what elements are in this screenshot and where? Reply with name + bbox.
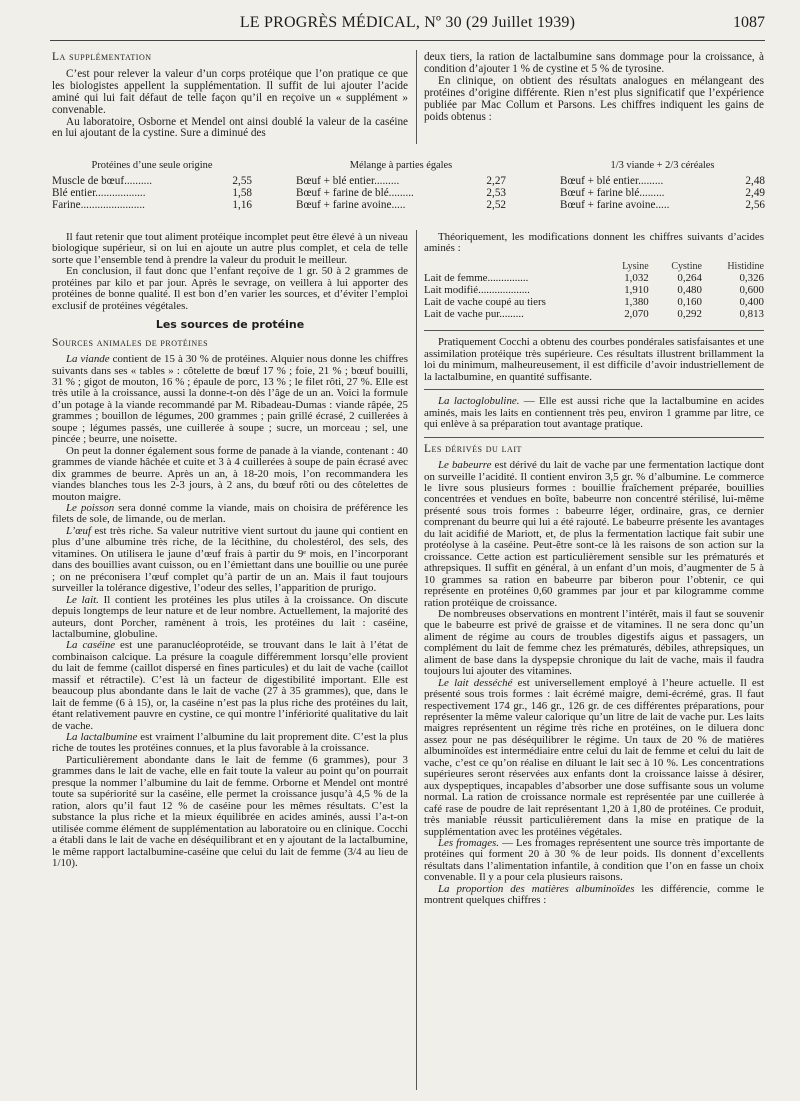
paragraph: C’est pour relever la valeur d’un corps protéique que l’on pratique ce que les biologistes appellent la supplémentation. Il suffit de lui ajouter l’acide aminé qui lui fait défaut de telle façon qu’il en reçoive un « supplément » convenable.	[52, 67, 408, 116]
italic-term: Les fromages.	[438, 837, 500, 850]
italic-term: La lactoglobuline.	[438, 395, 520, 408]
row-label: Farine.......................	[52, 198, 145, 211]
paragraph: En clinique, on obtient des résultats analogues en mélangeant des protéines d’origine différente. Rien n’est plus significatif que l’expérience publiée par Mac Collum et Parsons. Les chiffres indiquent les gains de poids obtenus :	[424, 74, 764, 123]
paragraph: On peut la donner également sous forme de panade à la viande, contenant : 40 grammes de viande hâchée et cuite et 3 à 4 cuillerées à soupe de pain écrasé avec dix grammes de beurre. Après un an, à 18-20 mois, l’on recommandera les viandes blanches tous les 2-3 jours, à 2 ans, du bœuf rôti ou des côtelettes de mouton maigre.	[52, 444, 408, 503]
column-separator	[416, 230, 417, 1090]
table-heading: Mélange à parties égales	[349, 160, 453, 171]
gains-table-equal-mix	[296, 160, 506, 212]
table-row	[52, 200, 252, 212]
row-value: 2,55	[232, 175, 252, 187]
row-value: 2,53	[486, 186, 506, 199]
italic-term: Le lait desséché	[438, 676, 513, 689]
paragraph: La caséine est une paranucléoprotéide, se trouvant dans le lait à l’état de combinaison calcique. La présure la coagule différemment lorsqu’elle provient du lait de femme (caillot dispersé en fines particules) et du lait de vache (caillot massif et rétractile). C’est là un facteur de digestibilité important. Elle est beaucoup plus abondante dans le lait de vache (27 à 35 grammes), que, dans le lait de femme (6 à 15), or, la caséine n’est pas la plus riche des protéines du lait, étant relativement pauvre en cystine, ce qui montre l’infériorité qualitative du lait de vache.	[52, 639, 409, 732]
page-number: 1087	[733, 14, 765, 31]
row-label: Bœuf + farine blé.........	[560, 186, 665, 199]
section-heading-sources: Les sources de protéine	[155, 318, 305, 332]
table-heading: Protéines d’une seule origine	[91, 160, 213, 171]
paragraph: Au laboratoire, Osborne et Mendel ont ainsi doublé la valeur de la caséine en lui ajoutant de la cystine. Sure a diminué des	[52, 115, 408, 140]
row-value: 2,27	[486, 175, 506, 187]
paragraph: Le poisson sera donné comme la viande, mais on choisira de préférence les filets de sole, de limande, ou de merlan.	[52, 501, 408, 526]
row-value: 1,16	[232, 198, 252, 211]
gains-table-third-meat	[560, 160, 765, 212]
paragraph: Pratiquement Cocchi a obtenu des courbes pondérales satisfaisantes et une assimilation protéique très supérieure. Ces résultats illustrent brillamment la loi du minimum, malheureusement, il est difficile d’avoir industriellement de la lactalbumine, en quantité suffisante.	[424, 336, 764, 383]
paragraph: De nombreuses observations en montrent l’intérêt, mais il faut se souvenir que le babeurre est privé de graisse et de vitamines. Il ne sera donc qu’un aliment de régime au cours de troubles digestifs aigus et passagers, un complément du lait de femme chez les prématurés, débiles, athrepsiques, un aliment de base dans la dyspepsie chronique du lait de vache, mais il faudra toujours lui ajouter des vitamines.	[424, 607, 764, 678]
row-value: 2,52	[486, 198, 506, 211]
cell: 0,292	[677, 307, 702, 320]
cell: 1,380	[624, 295, 649, 308]
top-left-column	[52, 52, 408, 140]
section-rule	[424, 437, 764, 438]
header-rule	[50, 40, 765, 41]
page-header	[50, 14, 765, 38]
row-value: 2,56	[745, 198, 765, 211]
paragraph: En conclusion, il faut donc que l’enfant reçoive de 1 gr. 50 à 2 grammes de protéines par kilo et par jour. Après le sevrage, on veillera à lui apporter des protéines de bonne qualité. Il est bon d’en varier les sources, et d’éviter l’emploi exclusif de protéines végétales.	[52, 265, 408, 312]
subsection-heading-milk-derivatives: Les dérivés du lait	[424, 442, 522, 455]
italic-term: L’œuf	[66, 524, 92, 537]
column-header-histidine: Histidine	[727, 260, 764, 272]
paragraph: La lactoglobuline. — Elle est aussi riche que la lactalbumine en acides aminés, mais les laits en contiennent très peu, environ 1 gramme par litre, ce qui enlève à sa préparation tout avantage pratique.	[424, 395, 764, 431]
table-row	[560, 200, 765, 212]
table-row	[296, 200, 506, 212]
table-row	[424, 273, 764, 285]
amino-acid-table	[424, 261, 764, 321]
subsection-heading-animal-sources: Sources animales de protéines	[52, 336, 209, 349]
row-label: Bœuf + blé entier.........	[560, 175, 664, 187]
paragraph: Le babeurre est dérivé du lait de vache par une fermentation lactique dont on surveille l’acidité. Il contient environ 3,5 gr. % d’albumine. Le commerce le livre sous plusieurs formes : bouillie fraîchement préparée, bouillies concentrées et vendues en boîte, babeurre non concentré stérilisé, lui-même présenté sous trois formes : babeurre léger, ordinaire, gras, ce dernier comprenant du beurre qui lui a été rajouté. Le babeurre présente les avantages du lait acidifié de Mariott, et, de plus la fermentation lactique fait subir une protéolyse à la caséine. Peut-être sont-ce là les raisons de son action sur la croissance. Cette action est particulièrement sensible sur les prématurés et athrepsiques. Il suffit en général, à un enfant d’un mois, d’augmenter de 5 à 10 grammes sa ration en babeurre par biberon pour l’obtenir, ce qui représente en protéines 0,60 grammes par jour et par kilogramme comme ration protéique de croissance.	[424, 459, 764, 609]
row-label: Bœuf + farine de blé.........	[296, 186, 414, 199]
italic-term: Le babeurre	[438, 459, 492, 472]
table-row	[424, 285, 764, 297]
main-right-column	[424, 232, 764, 907]
cell: 0,480	[677, 283, 702, 296]
italic-term: La viande	[66, 353, 110, 366]
table-row	[424, 309, 764, 321]
paragraph: L’œuf est très riche. Sa valeur nutritive vient surtout du jaune qui contient en plus d’une albumine très riche, de la lécithine, du cholestérol, des sels, des vitamines. On utilisera le jaune d’œuf frais à partir du 9ᵉ mois, en l’incorporant dans des bouillies avant cuisson, ou en l’émiettant dans une bouillie ou une purée ; on ne préconisera l’œuf complet qu’à partir de un an. Mais il faut toujours surveiller la tolérance digestive, l’odeur des selles, l’apparition de prurigo.	[52, 524, 408, 595]
cell: 0,326	[739, 271, 764, 284]
row-label: Blé entier..................	[52, 186, 146, 199]
cell: 2,070	[624, 307, 649, 320]
row-label: Lait de vache pur.........	[424, 307, 524, 320]
column-header-lysine: Lysine	[622, 260, 649, 272]
italic-term: La caséine	[66, 639, 116, 652]
row-value: 2,48	[745, 175, 765, 187]
paragraph: Les fromages. — Les fromages représentent une source très importante de protéines qui forment 20 à 30 % de leur poids. Ils donnent d’excellents résultats dans l’alimentation infantile, à condition que l’on en fasse un choix convenable. Il y a pour cela plusieurs raisons.	[424, 837, 764, 884]
paragraph: Le lait desséché est universellement employé à l’heure actuelle. Il est présenté sous trois formes : lait écrémé maigre, demi-écrémé, gras. Il faut respectivement 174 gr., 146 gr., 126 gr. de ces différentes préparations, pour représenter la même valeur calorique qu’un litre de lait de vache pur. Les laits maigres représentent un régime très riche en protéines, on le diluera donc assez pour ne pas déséquilibrer le régime. Un taux de 20 % de matières albuminoïdes est intermédiaire entre celui du lait de femme et celui du lait de vache, c’est ce qu’on réalise en diluant le lait sec à 10 %. Les concentrations supérieures seront réservées aux enfants dont la croissance laisse à désirer, aux dyspeptiques, incapables d’absorber une dose suffisante sous un volume normal. La ration de croissance normale est représentée par une cuillerée à café rase de poudre de lait représentant 1,20 à 1,80 de protéines. Ce produit, très maniable réussit particulièrement dans la mise en pratique de la supplémentation avec les protéines végétales.	[424, 676, 765, 838]
paragraph: La lactalbumine est vraiment l’albumine du lait proprement dite. C’est la plus riche de toutes les protéines connues, et la plus favorable à la croissance.	[52, 731, 408, 755]
column-separator	[416, 50, 417, 144]
row-value: 1,58	[232, 186, 252, 199]
gains-table-single-origin	[52, 160, 252, 212]
paragraph: Particulièrement abondante dans le lait de femme (6 grammes), pour 3 grammes dans le lait de vache, elle en fait toute la valeur au point qu’on pourrait presque la nommer l’albumine du lait de femme. Orborne et Mendel ont montré toute sa supériorité sur la caséine, elle permet la croissance jusqu’à 4,5 % de la ration, alors qu’il faut 12 % de caséine pour les mêmes résultats. C’est la substance la plus riche et la mieux équilibrée en acides aminés, aussi l’a-t-on utilisée comme élément de supplémentation au laboratoire ou en clinique. Cocchi a établi dans le lait de vache en déséquilibrant et en y ajoutant de la lactalbumine, le même rapport lactalbumine-caséine que celui du lait de femme (3/4 au lieu de 1/10).	[52, 753, 408, 870]
row-value: 2,49	[745, 186, 765, 199]
section-rule	[424, 330, 764, 331]
row-label: Muscle de bœuf..........	[52, 175, 153, 187]
top-right-column	[424, 52, 764, 123]
row-label: Lait modifié...................	[424, 283, 530, 296]
row-label: Bœuf + farine avoine.....	[296, 198, 406, 211]
italic-term: La lactalbumine	[66, 731, 138, 744]
row-label: Lait de vache coupé au tiers	[424, 295, 546, 308]
section-rule	[424, 389, 764, 390]
section-heading-supplementation: La supplémentation	[52, 51, 152, 63]
paragraph: La proportion des matières albuminoïdes les différencie, comme le montrent quelques chiffres :	[424, 882, 764, 907]
table-heading: 1/3 viande + 2/3 céréales	[610, 160, 715, 171]
paragraph: deux tiers, la ration de lactalbumine sans dommage pour la croissance, à condition d’ajouter 1 % de cystine et 5 % de tyrosine.	[424, 51, 764, 75]
paragraph: Le lait. Il contient les protéines les plus utiles à la croissance. On discute depuis longtemps de leur nature et de leur nombre. Actuellement, la majorité des auteurs, dont Porcher, ramènent à trois, les protéines du lait : caséine, lactalbumine, globuline.	[52, 593, 409, 640]
italic-term: Le poisson	[66, 501, 115, 514]
paragraph: La viande contient de 15 à 30 % de protéines. Alquier nous donne les chiffres suivants dans ses « tables » : côtelette de bœuf 17 % ; foie, 21 % ; bœuf bouilli, 31 % ; gigot de mouton, 16 % ; épaule de porc, 13 % ; le filet rôti, 27 %. Elle est très utile à la croissance, aussi la donne-t-on dès l’âge de un an. Voici la formule d’un potage à la viande recommandé par M. Ribadeau-Dumas : viande râpée, 25 grammes ; bouillon de légumes, 200 grammes ; pain grillé écrasé, 2 cuillerées à soupe ; légumes passés, une cuillerée à soupe ; sucre, un morceau ; sel, une pincée ; beurre, une noisette.	[52, 353, 408, 446]
cell: 1,032	[624, 271, 649, 284]
row-label: Bœuf + blé entier.........	[296, 175, 400, 187]
cell: 1,910	[624, 283, 649, 296]
column-header-cystine: Cystine	[671, 260, 702, 272]
paragraph: Il faut retenir que tout aliment protéique incomplet peut être élevé à un niveau biologique supérieur, si on lui en ajoute un autre plus complet, et cela de telle sorte que l’ensemble tend à prendre la valeur du produit le meilleur.	[52, 231, 408, 266]
cell: 0,600	[739, 283, 764, 296]
row-label: Lait de femme...............	[424, 271, 529, 284]
italic-term: La proportion des matières albuminoïdes	[438, 882, 635, 895]
cell: 0,400	[739, 295, 764, 308]
table-row	[424, 297, 764, 309]
cell: 0,160	[677, 295, 702, 308]
cell: 0,813	[739, 307, 764, 320]
running-title: LE PROGRÈS MÉDICAL, Nº 30 (29 Juillet 1939)	[239, 14, 576, 31]
cell: 0,264	[677, 271, 702, 284]
main-left-column	[52, 232, 408, 869]
paragraph: Théoriquement, les modifications donnent les chiffres suivants d’acides aminés :	[424, 231, 764, 255]
row-label: Bœuf + farine avoine.....	[560, 198, 670, 211]
italic-term: Le lait.	[66, 593, 99, 606]
